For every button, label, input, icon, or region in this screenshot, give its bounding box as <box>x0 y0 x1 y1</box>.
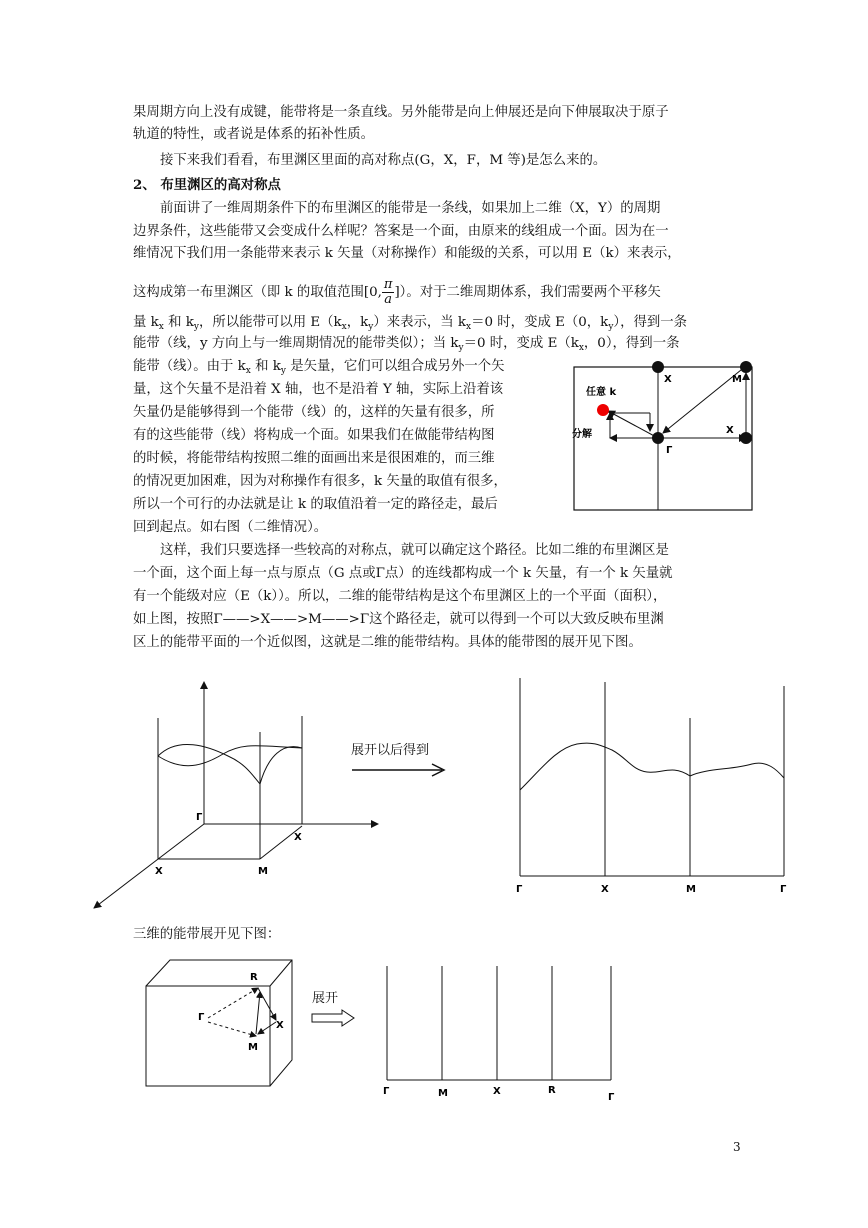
text-line: 边界条件，这些能带又会变成什么样呢？答案是一个面，由原来的线组成一个面。因为在一 <box>133 224 669 239</box>
r-to-x-path <box>258 988 276 1020</box>
subscript: x <box>466 322 472 332</box>
text-fragment: 和 k <box>163 315 194 330</box>
text-line <box>133 357 505 381</box>
x-label-top: X <box>664 374 672 385</box>
subscript: x <box>578 343 584 353</box>
gamma-label: Γ <box>666 445 673 456</box>
tick-label: Γ <box>516 884 523 894</box>
text-line: 的情况更加困难，因为对称操作有很多，k 矢量的取值有很多， <box>133 474 507 489</box>
pi-over-a-fraction <box>382 278 395 307</box>
text-fragment: ]）。对于二维周期体系，我们需要两个平移矢 <box>394 285 661 300</box>
subscript: y <box>193 322 199 332</box>
tick-label: X <box>493 1086 501 1097</box>
text-fragment: 和 k <box>250 359 281 374</box>
unfold-caption: 展开以后得到 <box>351 743 430 758</box>
r-label: R <box>250 972 258 983</box>
text-fragment: ），得到一条 <box>613 315 688 330</box>
text-line: 矢量仍是能够得到一个能带（线）的，这样的矢量有很多，所 <box>133 405 495 420</box>
band-curve-back <box>158 746 302 766</box>
text-line: 量，这个矢量不是沿着 X 轴，也不是沿着 Y 轴，实际上沿着该 <box>133 382 504 397</box>
subscript: y <box>368 322 374 332</box>
text-fragment: ＝0 时，变成 E（0，k <box>471 315 609 330</box>
x-label-left: X <box>155 866 163 877</box>
text-fragment: ，k <box>346 315 369 330</box>
text-line: 前面讲了一维周期条件下的布里渊区的能带是一条线，如果加上二维（X，Y）的周期 <box>160 201 661 216</box>
x-label: X <box>276 1020 284 1031</box>
x-point-top <box>652 361 664 373</box>
hollow-arrow-shape <box>312 1010 354 1026</box>
page-number: 3 <box>733 1140 741 1154</box>
subscript: y <box>458 343 464 353</box>
text-fragment: 这构成第一布里渊区（即 k 的取值范围[0, <box>133 285 382 300</box>
unfold-arrow <box>348 762 448 778</box>
x-label-right: X <box>726 425 734 436</box>
gamma-to-m-path <box>208 1022 256 1036</box>
fraction-denominator: a <box>384 292 393 307</box>
m-to-gamma-arrow <box>663 370 741 433</box>
unfold-label: 展开 <box>312 991 339 1006</box>
text-fragment: 能带（线）。由于 k <box>133 359 246 374</box>
fraction-numerator: π <box>383 277 393 292</box>
section-heading: 2、 布里渊区的高对称点 <box>133 177 281 193</box>
text-line: 区上的能带平面的一个近似图，这就是二维的能带结构。具体的能带图的展开见下图。 <box>133 635 642 650</box>
text-line: 一个面，这个面上每一点与原点（G 点或Γ点）的连线都构成一个 k 矢量，有一个 k 矢量就 <box>133 566 673 581</box>
text-fragment: 量 k <box>133 315 159 330</box>
text-line: 维情况下我们用一条能带来表示 k 矢量（对称操作）和能级的关系，可以用 E（k）来表示， <box>133 246 681 261</box>
text-line: 有一个能级对应（E（k））。所以，二维的能带结构是这个布里渊区上的一个平面（面积）， <box>133 589 667 604</box>
text-line: 回到起点。如右图（二维情况）。 <box>133 520 328 535</box>
text-fragment: ＝0 时，变成 E（k <box>463 336 579 351</box>
x-point-right <box>740 432 752 444</box>
text-line: 这样，我们只要选择一些较高的对称点，就可以确定这个路径。比如二维的布里渊区是 <box>160 543 669 558</box>
text-line: 所以一个可行的办法就是让 k 的取值沿着一定的路径走，最后 <box>133 497 498 512</box>
cubic-brillouin-zone <box>140 956 296 1092</box>
decompose-label: 分解 <box>572 429 592 440</box>
unfolded-3d-band-structure <box>380 966 620 1106</box>
text-line: 的时候，将能带结构按照二维的面画出来是很困难的，而三维 <box>133 451 495 466</box>
text-fragment: ，0），得到一条 <box>583 336 680 351</box>
text-line <box>133 278 661 307</box>
x-label-right: X <box>294 832 302 843</box>
text-line: 三维的能带展开见下图： <box>133 927 281 942</box>
gamma-to-r-path <box>208 988 258 1018</box>
brillouin-zone-2d-diagram <box>566 355 758 515</box>
text-fragment: ）来表示，当 k <box>373 315 467 330</box>
tick-label: Γ <box>780 884 787 894</box>
tick-label: X <box>601 884 609 894</box>
text-line: 如上图，按照Γ——>X——>M——>Γ这个路径走，就可以得到一个可以大致反映布里渊 <box>133 612 664 627</box>
m-label: M <box>732 374 742 385</box>
unfolded-2d-band-structure <box>512 678 802 894</box>
subscript: x <box>245 366 251 376</box>
tick-label: Γ <box>383 1086 390 1097</box>
energy-surface-3d-sketch <box>88 676 388 914</box>
tick-label: M <box>686 884 696 894</box>
text-fragment: 是矢量，它们可以组合成另外一个矢 <box>286 359 505 374</box>
text-line: 接下来我们看看，布里渊区里面的高对称点(G，X，F，M 等)是怎么来的。 <box>160 153 607 168</box>
m-to-r-path <box>256 992 260 1034</box>
m-point <box>740 361 752 373</box>
arbitrary-k-point <box>597 404 609 416</box>
gamma-label: Γ <box>196 812 203 823</box>
subscript: x <box>341 322 347 332</box>
tick-label: R <box>548 1085 556 1096</box>
ky-axis <box>94 824 204 908</box>
hollow-arrow <box>310 1008 358 1028</box>
gamma-point <box>652 432 664 444</box>
m-label: M <box>258 866 268 877</box>
subscript: y <box>608 322 614 332</box>
text-fragment: 能带（线，y 方向上与一维周期情况的能带类似）；当 k <box>133 336 459 351</box>
text-fragment: ，所以能带可以用 E（k <box>198 315 342 330</box>
cube-edge <box>270 960 292 986</box>
any-k-label: 任意 k <box>586 387 617 398</box>
x-to-m-path <box>258 1022 276 1034</box>
gamma-label: Γ <box>198 1012 205 1023</box>
subscript: x <box>158 322 164 332</box>
band-curve <box>520 743 784 790</box>
subscript: y <box>280 366 286 376</box>
m-label: M <box>248 1042 258 1053</box>
tick-label: M <box>438 1088 448 1099</box>
text-line: 果周期方向上没有成键，能带将是一条直线。另外能带是向上伸展还是向下伸展取决于原子 <box>133 105 669 120</box>
tick-label: Γ <box>608 1092 615 1103</box>
text-line: 有的这些能带（线）将构成一个面。如果我们在做能带结构图 <box>133 428 495 443</box>
cube-front-face <box>146 986 270 1086</box>
text-line: 轨道的特性，或者说是体系的拓补性质。 <box>133 127 375 142</box>
